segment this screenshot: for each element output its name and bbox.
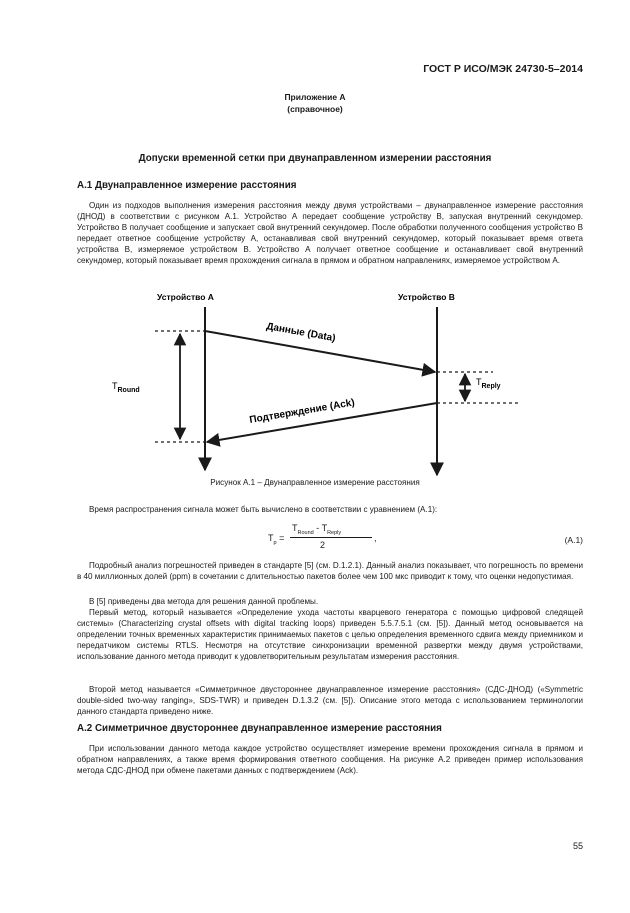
equation-denominator: 2: [320, 540, 326, 550]
figure-caption: Рисунок А.1 – Двунаправленное измерение расстояния: [210, 478, 420, 487]
device-b-label: Устройство В: [398, 292, 455, 302]
t-round-label: $T_{Round}$: [112, 381, 140, 394]
device-a-label: Устройство А: [157, 292, 214, 302]
equation-numerator: $T_{Round} - T_{Reply}$: [292, 523, 342, 536]
annex-title: Приложение А: [284, 92, 346, 102]
document-code: ГОСТ Р ИСО/МЭК 24730-5–2014: [423, 63, 583, 75]
ack-message-label: Подтверждение (Ack): [248, 397, 356, 426]
fraction-bar: [290, 537, 372, 538]
section-a2-heading: А.2 Симметричное двустороннее двунаправленное измерение расстояния: [77, 723, 442, 734]
page-number: 55: [572, 841, 583, 851]
body-paragraph-methods: В [5] приведены два метода для решения данной проблемы.: [89, 597, 319, 606]
equation-a1: $T_p$ = $T_{Round} - T_{Reply}$ 2 ,: [268, 523, 377, 550]
ranging-diagram: [100, 285, 540, 485]
section-a2-paragraph: При использовании данного метода каждое устройство осуществляет измерение времени прохождения сигнала в прямом и обратном направлениях, а также время формирования ответного сообщения. На рисунке А.2 приведен пример использования метода СДС-ДНОД при обмене пакетами данных с подтверждением (Ack).: [77, 744, 583, 775]
main-title: Допуски временной сетки при двунаправленном измерении расстояния: [138, 153, 492, 164]
annex-subtitle: (справочное): [287, 104, 343, 114]
data-message-label: Данные (Data): [265, 321, 337, 345]
equation-number: (А.1): [564, 535, 583, 545]
figure-two-way-ranging: [100, 285, 540, 485]
section-a1-paragraph: Один из подходов выполнения измерения расстояния между двумя устройствами – двунаправленное измерение расстояния (ДНОД) в соответствии с рисунком А.1. Устройство А передает сообщение устройству В, запуская внутренний секундомер. Устройство В получает сообщение и запускает свой внутренний секундомер. После обработки полученного сообщения устройство В передает ответное сообщение устройству А, останавливая свой внутренний секундомер, который показывает время ответа устройства В, измеряемое устройством В. Устройство А получает ответное сообщение и останавливает свой внутренний секундомер, который показывает время прохождения сигнала в прямом и обратном направлениях, измеряемое устройством А.: [77, 201, 583, 265]
body-paragraph-first-method: Первый метод, который называется «Определение ухода частоты кварцевого генератора с помощью цифровой следящей системы» (Characterizing crystal offsets with digital tracking loops) приведен 5.5.7.5.1 (см. [5]). Данный метод основывается на определении точных временных характеристик принимаемых пакетов с целью определения временного сдвига между приемником и передатчиком системы RTLS. Несмотря на отсутствие синхронизации временной развертки между двумя устройствами, использование данного метода приводит к удовлетворительным результатам измерения расстояния.: [77, 608, 583, 661]
equation-intro: Время распространения сигнала может быть вычислено в соответствии с уравнением (А.1):: [89, 505, 438, 514]
t-reply-label: $T_{Reply}$: [476, 377, 501, 390]
body-paragraph-second-method: Второй метод называется «Симметричное двустороннее двунаправленное измерение расстояния» (СДС-ДНОД) («Symmetric double-sided two-way ranging», SDS-TWR) и приведен D.1.3.2 (см. [5]). Описание этого метода с использованием терминологии данного стандарта приведено ниже.: [77, 685, 583, 716]
section-a1-heading: А.1 Двунаправленное измерение расстояния: [77, 180, 297, 191]
body-paragraph-errors: Подробный анализ погрешностей приведен в стандарте [5] (см. D.1.2.1). Данный анализ показывает, что погрешность по времени в 40 миллионных долей (ppm) в сочетании с длительностью пакетов более чем 100 мкс приводит к тому, что оценки недопустимая.: [77, 561, 583, 581]
equation-lhs: $T_p$ =: [268, 533, 285, 546]
